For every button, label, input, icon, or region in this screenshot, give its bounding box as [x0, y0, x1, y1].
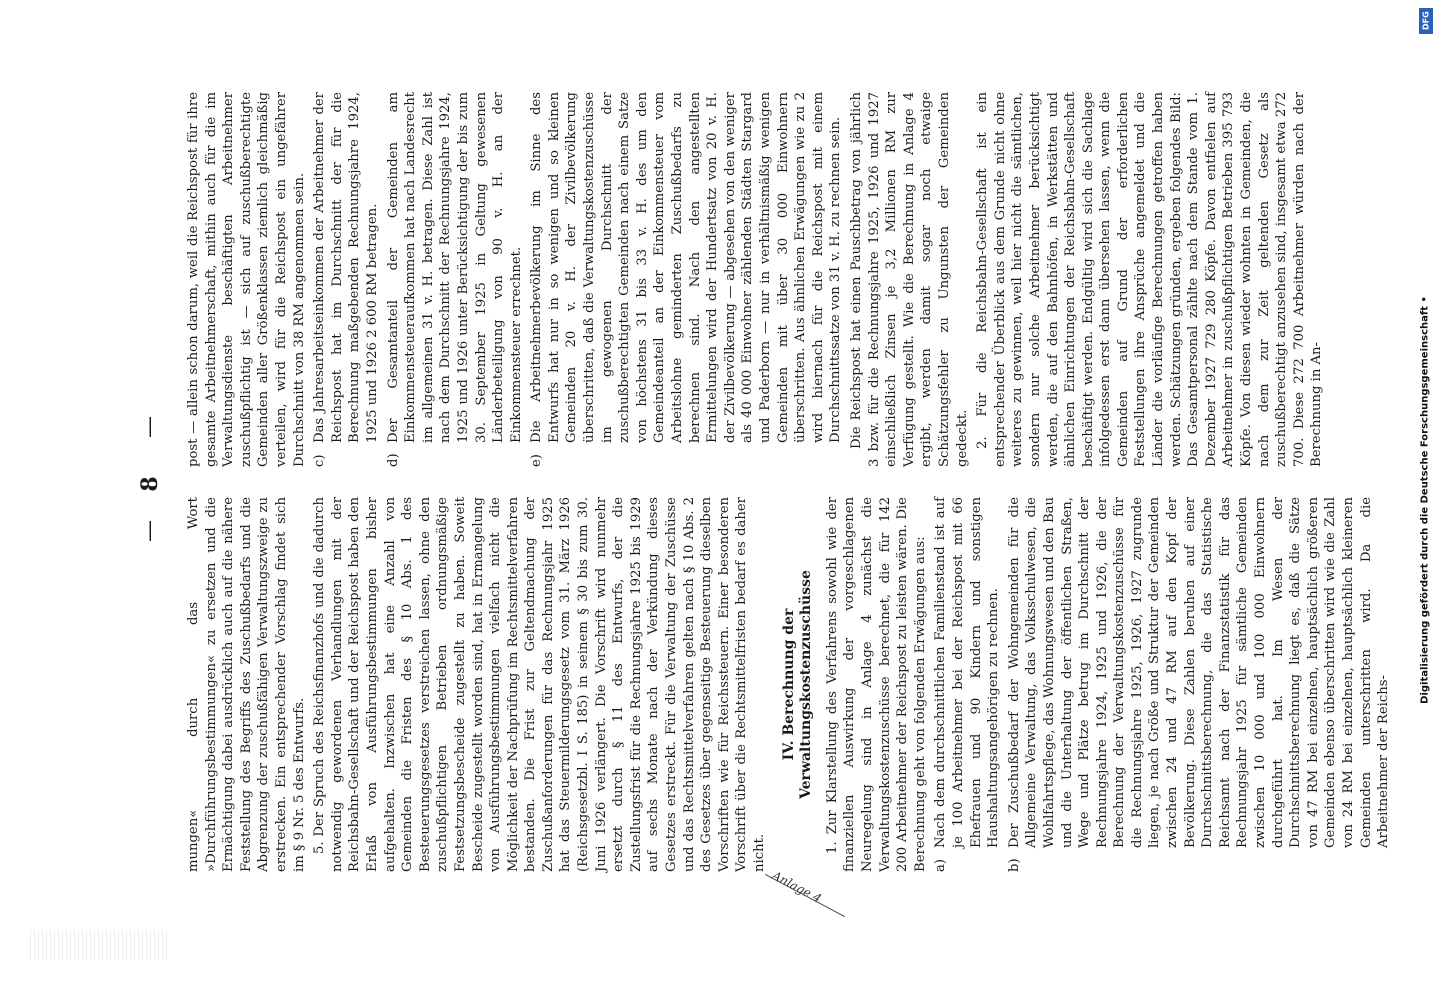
list-item: [1006, 497, 1393, 872]
page-number: 8: [137, 472, 163, 492]
list-item-label: c): [312, 454, 328, 467]
list-item: [932, 497, 1002, 872]
list-item-label: d): [385, 453, 401, 467]
left-column: [185, 497, 1392, 872]
right-column: [185, 92, 1325, 467]
paragraph: post — allein schon darum, weil die Reichspost für ihre gesamte Arbeitnehmerschaft, mithin auch für die im Verwaltungsdienste beschäftigten Arbeitnehmer zuschußpflichtig ist — sich auf zuschußberechtigte Gemeinden aller Größenklassen ziemlich gleichmäßig verteilen, wird für die Reichspost ein ungefährer Durchschnitt von 38 RM angenommen sein.: [186, 92, 307, 467]
list-item-text: Der Gesamtanteil der Gemeinden am Einkommensteueraufkommen hat nach Landesrecht im allgemeinen 31 v. H. betragen. Diese Zahl ist nach dem Durchschnitt der Rechnungsjahre 1924, 1925 und 1926 unter Berücksichtigung der bis zum 30. September 1925 in Geltung gewesenen Länderbeteiligung von 90 v. H. an der Einkommensteuer errechnet.: [385, 92, 524, 443]
list-item-label: b): [1006, 858, 1022, 872]
list-item-label: a): [933, 858, 949, 872]
page-header: [137, 92, 173, 872]
list-item-text: Das Jahresarbeitseinkommen der Arbeitnehmer der Reichspost hat im Durchschnitt der für die Berechnung maßgebenden Rechnungsjahre 1924, 1925 und 1926 2 600 RM betragen.: [312, 92, 380, 443]
list-item: [528, 92, 845, 467]
digitization-credit-text: Digitalisierung gefördert durch die Deutsche Forschungsgemeinschaft •: [1419, 296, 1431, 704]
paragraph: mungen« durch das Wort »Durchführungsbestimmungen« zu ersetzen und die Ermächtigung dabei ausdrücklich auch auf die nähere Feststellung des Begriffs des Zuschußbedarfs und die Abgrenzung der zuschußfähigen Verwaltungszweige zu erstrecken. Ein entsprechender Vorschlag findet sich im § 9 Nr. 5 des Entwurfs.: [186, 497, 307, 872]
section-heading: IV. Berechnung der Verwaltungskostenzuschüsse: [780, 570, 815, 799]
dfg-logo: DFG: [1419, 8, 1433, 34]
list-item-text: Nach dem durchschnittlichen Familienstand ist auf je 100 Arbeitnehmer bei der Reichspost mit 66 Ehefrauen und 90 Kindern und sonstigen Haushaltungsangehörigen zu rechnen.: [933, 497, 1002, 848]
scan-noise: [30, 930, 170, 960]
document-page: [137, 92, 1392, 872]
paragraph: 1. Zur Klarstellung des Verfahrens sowohl wie der finanziellen Auswirkung der vorgeschlagenen Neuregelung sind in Anlage 4 zunächst die Verwaltungskostenzuschüsse berechnet, die für 142 200 Arbeitnehmer der Reichspost zu leisten wären. Die Berechnung geht von folgenden Erwägungen aus:: [824, 497, 928, 872]
list-item-text: Die Arbeitnehmerbevölkerung im Sinne des Entwurfs hat nur in so wenigen und so kleinen Gemeinden 20 v. H. der Zivilbevölkerung überschritten, daß die Verwaltungskostenzuschüsse im gewogenen Durchschnitt der zuschußberechtigten Gemeinden nach einem Satze von höchstens 31 bis 33 v. H. des um den Gemeindeanteil an der Einkommensteuer vom Arbeitslohne geminderten Zuschußbedarfs zu berechnen sind. Nach den angestellten Ermittelungen wird der Hundertsatz von 20 v. H. der Zivilbevölkerung — abgesehen von den weniger als 40 000 Einwohner zählenden Städten Stargard und Paderborn — nur in verhältnismäßig wenigen Gemeinden mit über 30 000 Einwohnern überschritten. Aus ähnlichen Erwägungen wie zu 2 wird hiernach für die Reichspost mit einem Durchschnittssatze von 31 v. H. zu rechnen sein.: [529, 92, 844, 443]
page-number-dash-right: —: [137, 412, 162, 438]
paragraph: 2. Für die Reichsbahn-Gesellschaft ist ein entsprechender Überblick aus dem Grunde nicht ohne weiteres zu gewinnen, weil hier nicht die sämtlichen, sondern nur solche Arbeitnehmer berücksichtigt werden, die auf den Bahnhöfen, in Werkstätten und ähnlichen Einrichtungen der Reichsbahn-Gesellschaft beschäftigt werden. Endgültig wird sich die Sachlage infolgedessen erst dann übersehen lassen, wenn die Gemeinden auf Grund der erforderlichen Feststellungen ihre Ansprüche angemeldet und die Länder die vorläufige Berechnungen getroffen haben werden. Schätzungen gründen, ergeben folgendes Bild: Das Gesamtpersonal zählte nach dem Stande vom 1. Dezember 1927 729 280 Köpfe. Davon entfielen auf Arbeitnehmer in zuschußpflichtigen Betrieben 395 793 Köpfe. Von diesen wieder wohnten in Gemeinden, die nach dem zur Zeit geltenden Gesetz als zuschußberechtigt anzusehen sind, insgesamt etwa 272 700. Diese 272 700 Arbeitnehmer würden nach der Berechnung in An-: [975, 92, 1325, 467]
paragraph: 5. Der Spruch des Reichsfinanzhofs und die dadurch notwendig gewordenen Verhandlungen mit der Reichsbahn-Gesellschaft und der Reichspost haben den Erlaß von Ausführungsbestimmungen bisher aufgehalten. Inzwischen hat eine Anzahl von Gemeinden die Fristen des § 10 Abs. 1 des Besteuerungsgesetzes verstreichen lassen, ohne den zuschußpflichtigen Betrieben ordnungsmäßige Festsetzungsbescheide zugestellt zu haben. Soweit Bescheide zugestellt worden sind, hat in Ermangelung von Ausführungsbestimmungen vielfach nicht die Möglichkeit der Nachprüfung im Rechtsmittelverfahren bestanden. Die Frist zur Geltendmachung der Zuschußanforderungen für das Rechnungsjahr 1925 hat das Steuermilderungsgesetz vom 31. März 1926 (Reichsgesetzbl. I S. 185) in seinem § 30 bis zum 30. Juni 1926 verlängert. Die Vorschrift wird nunmehr ersetzt durch § 11 des Entwurfs, der die Zustellungsfrist für die Rechnungsjahre 1925 bis 1929 auf sechs Monate nach der Verkündung dieses Gesetzes erstreckt. Für die Verwaltung der Zuschüsse und das Rechtsmittelverfahren gelten nach § 10 Abs. 2 des Gesetzes über gegenseitige Besteuerung dieselben Vorschriften wie für Reichssteuern. Einer besonderen Vorschrift über die Rechtsmittelfristen bedarf es daher nicht.: [312, 497, 767, 872]
list-item-text: Der Zuschußbedarf der Wohngemeinden für die Allgemeine Verwaltung, das Volksschulwesen, die Wohlfahrtspflege, das Wohnungswesen und den Bau und die Unterhaltung der öffentlichen Straßen, Wege und Plätze betrug im Durchschnitt der Rechnungsjahre 1924, 1925 und 1926, die der Berechnung der Verwaltungskostenzuschüsse für die Rechnungsjahre 1925, 1926, 1927 zugrunde liegen, je nach Größe und Struktur der Gemeinden zwischen 24 und 47 RM auf den Kopf der Bevölkerung. Diese Zahlen beruhen auf einer Durchschnittsberechnung, die das Statistische Reichsamt nach der Finanzstatistik für das Rechnungsjahr 1925 für sämtliche Gemeinden zwischen 10 000 und 100 000 Einwohnern durchgeführt hat. Im Wesen der Durchschnittsberechnung liegt es, daß die Sätze von 47 RM bei einzelnen, hauptsächlich größeren Gemeinden ebenso überschritten wird wie die Zahl von 24 RM bei einzelnen, hauptsächlich kleineren Gemeinden unterschritten wird. Da die Arbeitnehmer der Reichs-: [1006, 497, 1392, 848]
margin-annotation: Anlage 4: [769, 868, 824, 906]
list-item: [311, 92, 381, 467]
page-number-dash-left: —: [137, 516, 162, 542]
digitization-credit: [1416, 0, 1434, 1000]
list-item-label: e): [529, 454, 545, 467]
paragraph: Die Reichspost hat einen Pauschbetrag von jährlich 3 bzw. für die Rechnungsjahre 1925, 1926 und 1927 einschließlich Zinsen je 3,2 Millionen RM zur Verfügung gestellt. Wie die Berechnung in Anlage 4 ergibt, werden damit sogar noch etwaige Schätzungsfehler zu Ungunsten der Gemeinden gedeckt.: [848, 92, 970, 467]
list-item: [385, 92, 526, 467]
